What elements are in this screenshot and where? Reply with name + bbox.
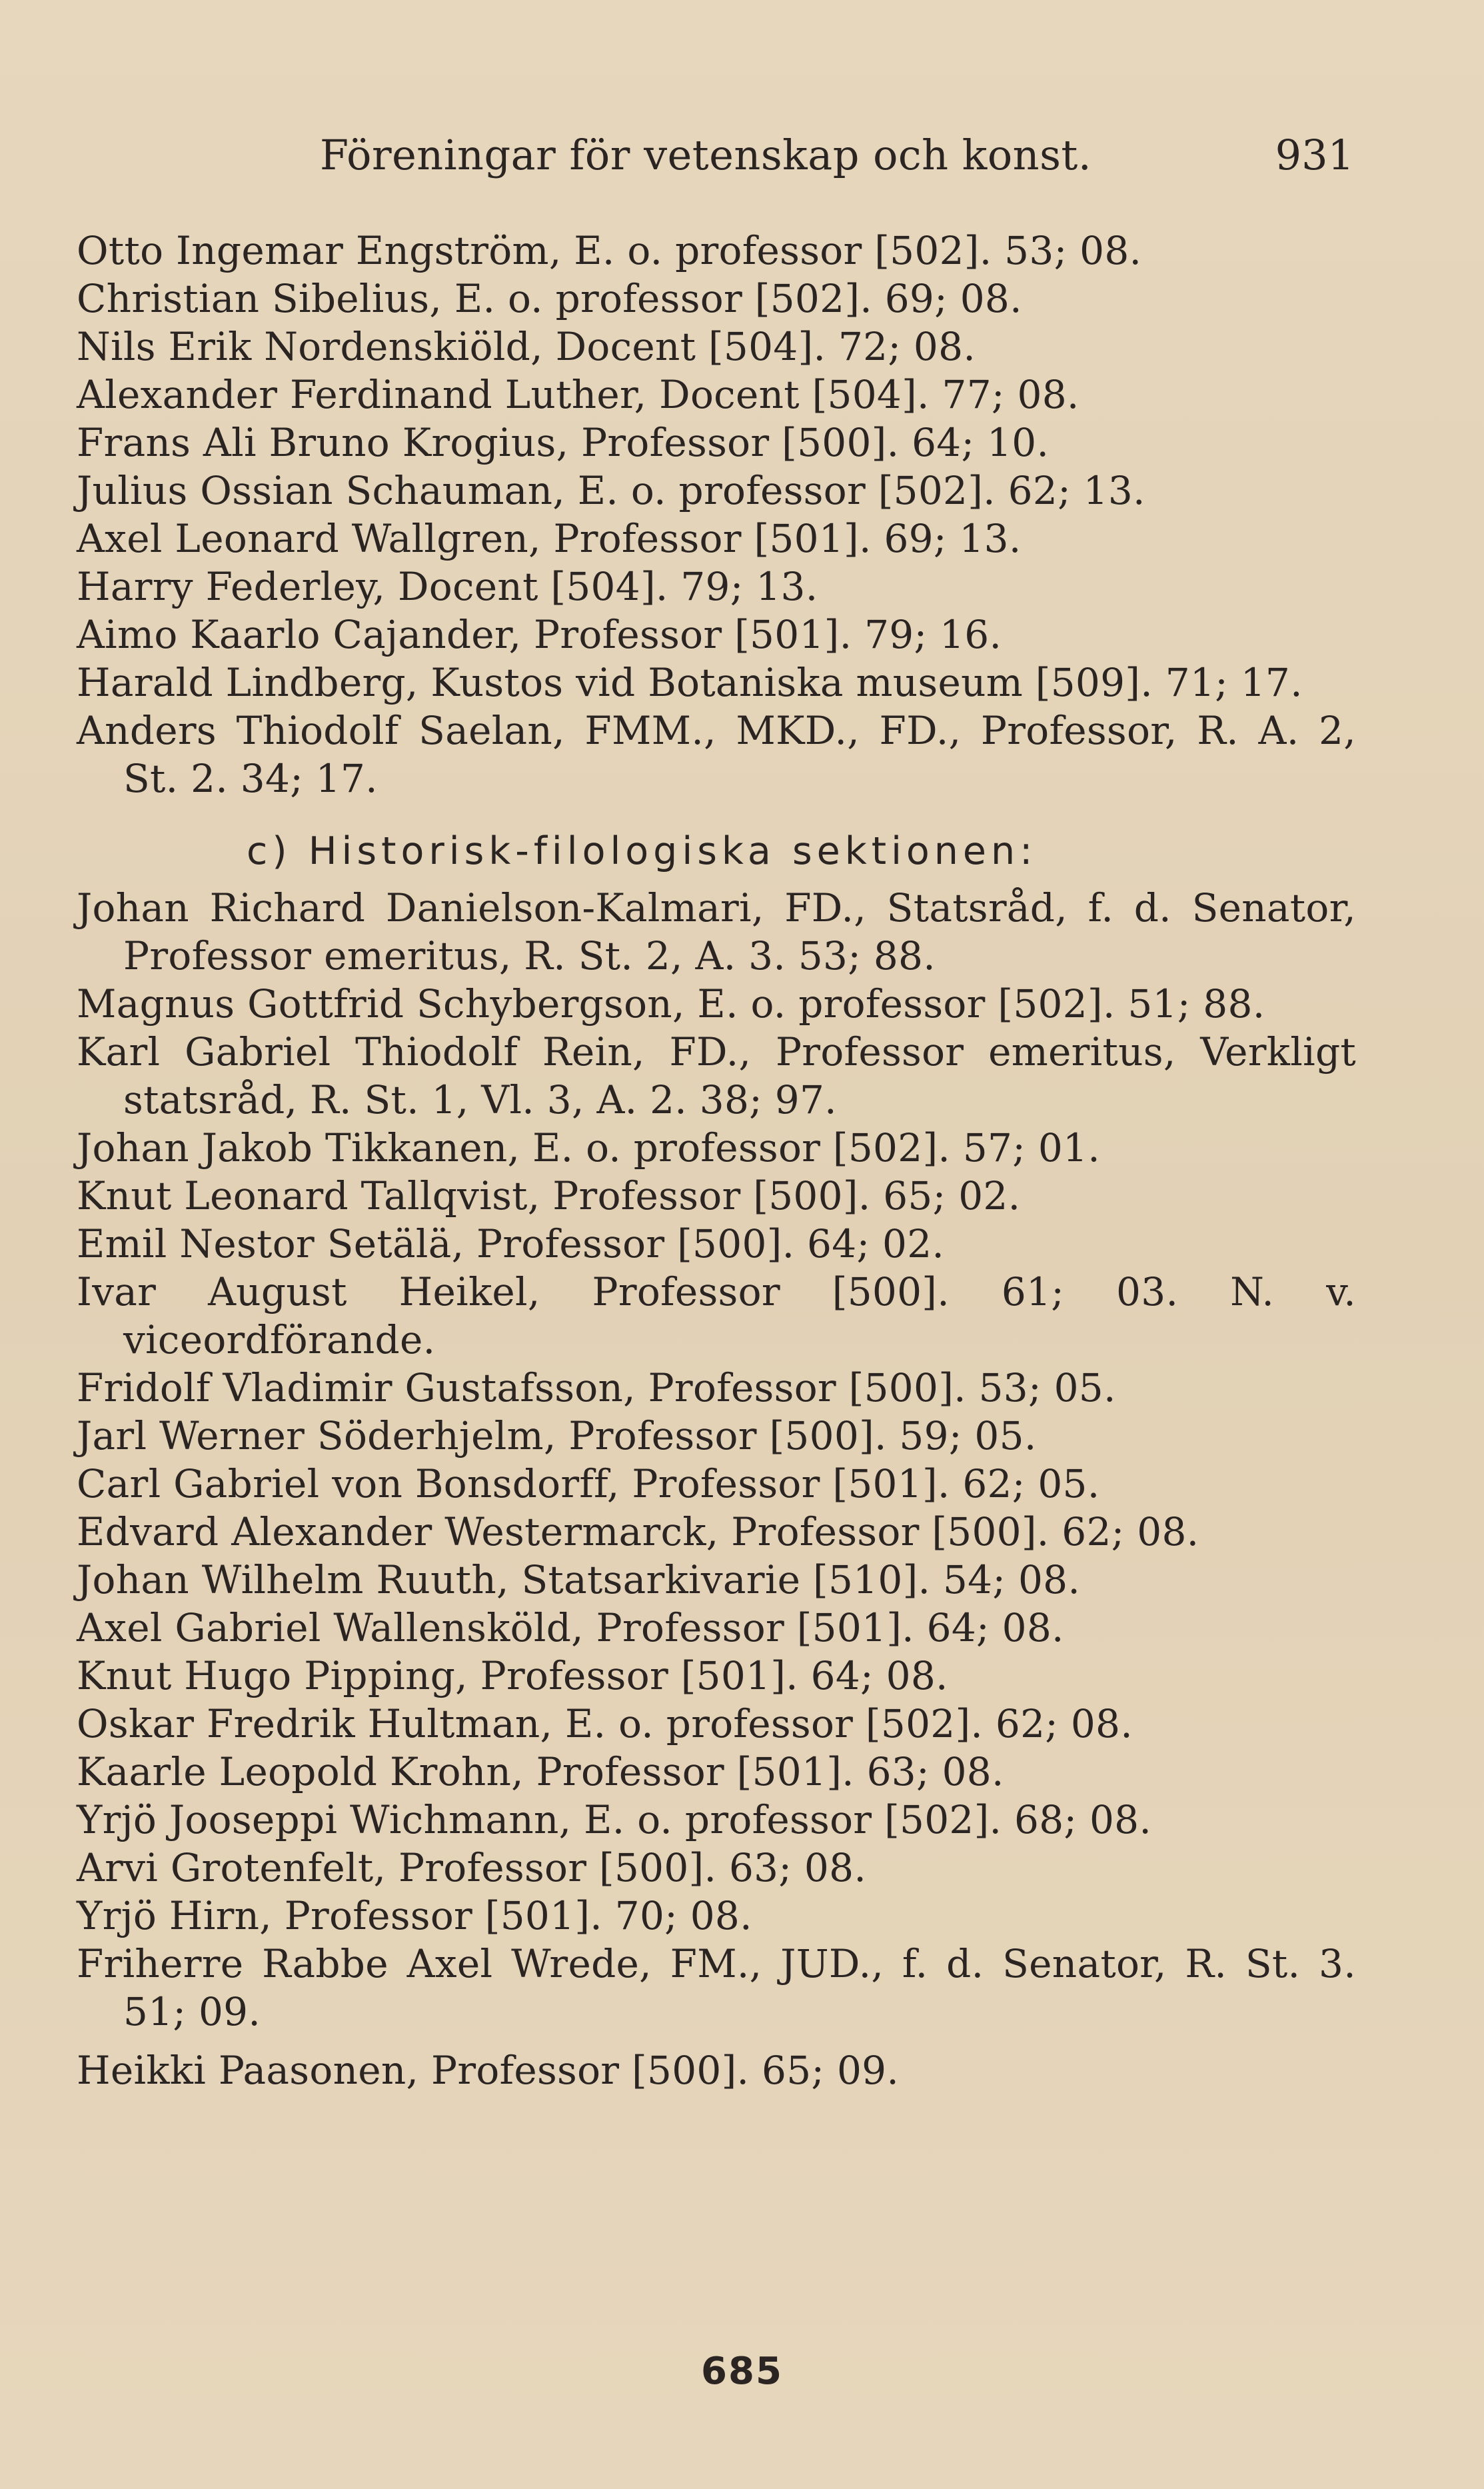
- list-item: Johan Jakob Tikkanen, E. o. professor [502]. 57; 01.: [77, 1125, 1100, 1171]
- list-item: Edvard Alexander Westermarck, Professor [500]. 62; 08.: [77, 1509, 1199, 1554]
- list-item: Axel Gabriel Wallensköld, Professor [501]. 64; 08.: [77, 1605, 1064, 1650]
- list-item: Yrjö Jooseppi Wichmann, E. o. professor [502]. 68; 08.: [77, 1797, 1152, 1842]
- page-header: [77, 131, 1354, 191]
- list-item: Karl Gabriel Thiodolf Rein, FD., Professor emeritus, Verkligt statsråd, R. St. 1, Vl. 3, A. 2. 38; 97.: [77, 1029, 1356, 1123]
- entries-list-a: [77, 227, 1356, 803]
- list-item: Carl Gabriel von Bonsdorff, Professor [501]. 62; 05.: [77, 1461, 1100, 1506]
- list-item: Harald Lindberg, Kustos vid Botaniska museum [509]. 71; 17.: [77, 660, 1303, 705]
- list-item: Johan Wilhelm Ruuth, Statsarkivarie [510]. 54; 08.: [77, 1557, 1081, 1602]
- list-item: Heikki Paasonen, Professor [500]. 65; 09.: [77, 2048, 900, 2093]
- running-head: Föreningar för vetenskap och konst.: [320, 131, 1092, 179]
- list-item: Harry Federley, Docent [504]. 79; 13.: [77, 564, 818, 609]
- list-item: Fridolf Vladimir Gustafsson, Professor [500]. 53; 05.: [77, 1365, 1116, 1410]
- list-item: Oskar Fredrik Hultman, E. o. professor [502]. 62; 08.: [77, 1701, 1133, 1746]
- list-item: Julius Ossian Schauman, E. o. professor [502]. 62; 13.: [77, 468, 1145, 513]
- list-item: Ivar August Heikel, Professor [500]. 61; 03. N. v. viceordförande.: [77, 1269, 1356, 1362]
- list-item: Emil Nestor Setälä, Professor [500]. 64; 02.: [77, 1221, 945, 1266]
- page-content: [77, 227, 1356, 2094]
- list-item: Aimo Kaarlo Cajander, Professor [501]. 79; 16.: [77, 612, 1002, 657]
- list-item: Knut Leonard Tallqvist, Professor [500]. 65; 02.: [77, 1173, 1021, 1219]
- entries-list-b: [77, 884, 1356, 2094]
- list-item: Johan Richard Danielson-Kalmari, FD., Statsråd, f. d. Senator, Professor emeritus, R. St. 2, A. 3. 53; 88.: [77, 885, 1356, 979]
- page-number: 931: [1275, 131, 1354, 179]
- list-item: Arvi Grotenfelt, Professor [500]. 63; 08.: [77, 1845, 867, 1890]
- list-item: Alexander Ferdinand Luther, Docent [504]. 77; 08.: [77, 372, 1080, 417]
- list-item: Otto Ingemar Engström, E. o. professor [502]. 53; 08.: [77, 228, 1142, 273]
- spacer: [77, 2036, 1356, 2046]
- list-item: Friherre Rabbe Axel Wrede, FM., JUD., f. d. Senator, R. St. 3. 51; 09.: [77, 1941, 1356, 2034]
- list-item: Anders Thiodolf Saelan, FMM., MKD., FD., Professor, R. A. 2, St. 2. 34; 17.: [77, 708, 1356, 801]
- list-item: Jarl Werner Söderhjelm, Professor [500]. 59; 05.: [77, 1413, 1037, 1458]
- list-item: Christian Sibelius, E. o. professor [502]. 69; 08.: [77, 276, 1022, 321]
- list-item: Magnus Gottfrid Schybergson, E. o. professor [502]. 51; 88.: [77, 981, 1265, 1027]
- list-item: Frans Ali Bruno Krogius, Professor [500]. 64; 10.: [77, 420, 1050, 465]
- list-item: Yrjö Hirn, Professor [501]. 70; 08.: [77, 1893, 752, 1938]
- section-heading: c) Historisk-filologiska sektionen:: [247, 829, 1038, 873]
- printer-signature: 685: [701, 2350, 783, 2393]
- list-item: Knut Hugo Pipping, Professor [501]. 64; 08.: [77, 1653, 948, 1698]
- list-item: Nils Erik Nordenskiöld, Docent [504]. 72; 08.: [77, 324, 976, 369]
- list-item: Kaarle Leopold Krohn, Professor [501]. 63; 08.: [77, 1749, 1004, 1794]
- list-item: Axel Leonard Wallgren, Professor [501]. 69; 13.: [77, 516, 1022, 561]
